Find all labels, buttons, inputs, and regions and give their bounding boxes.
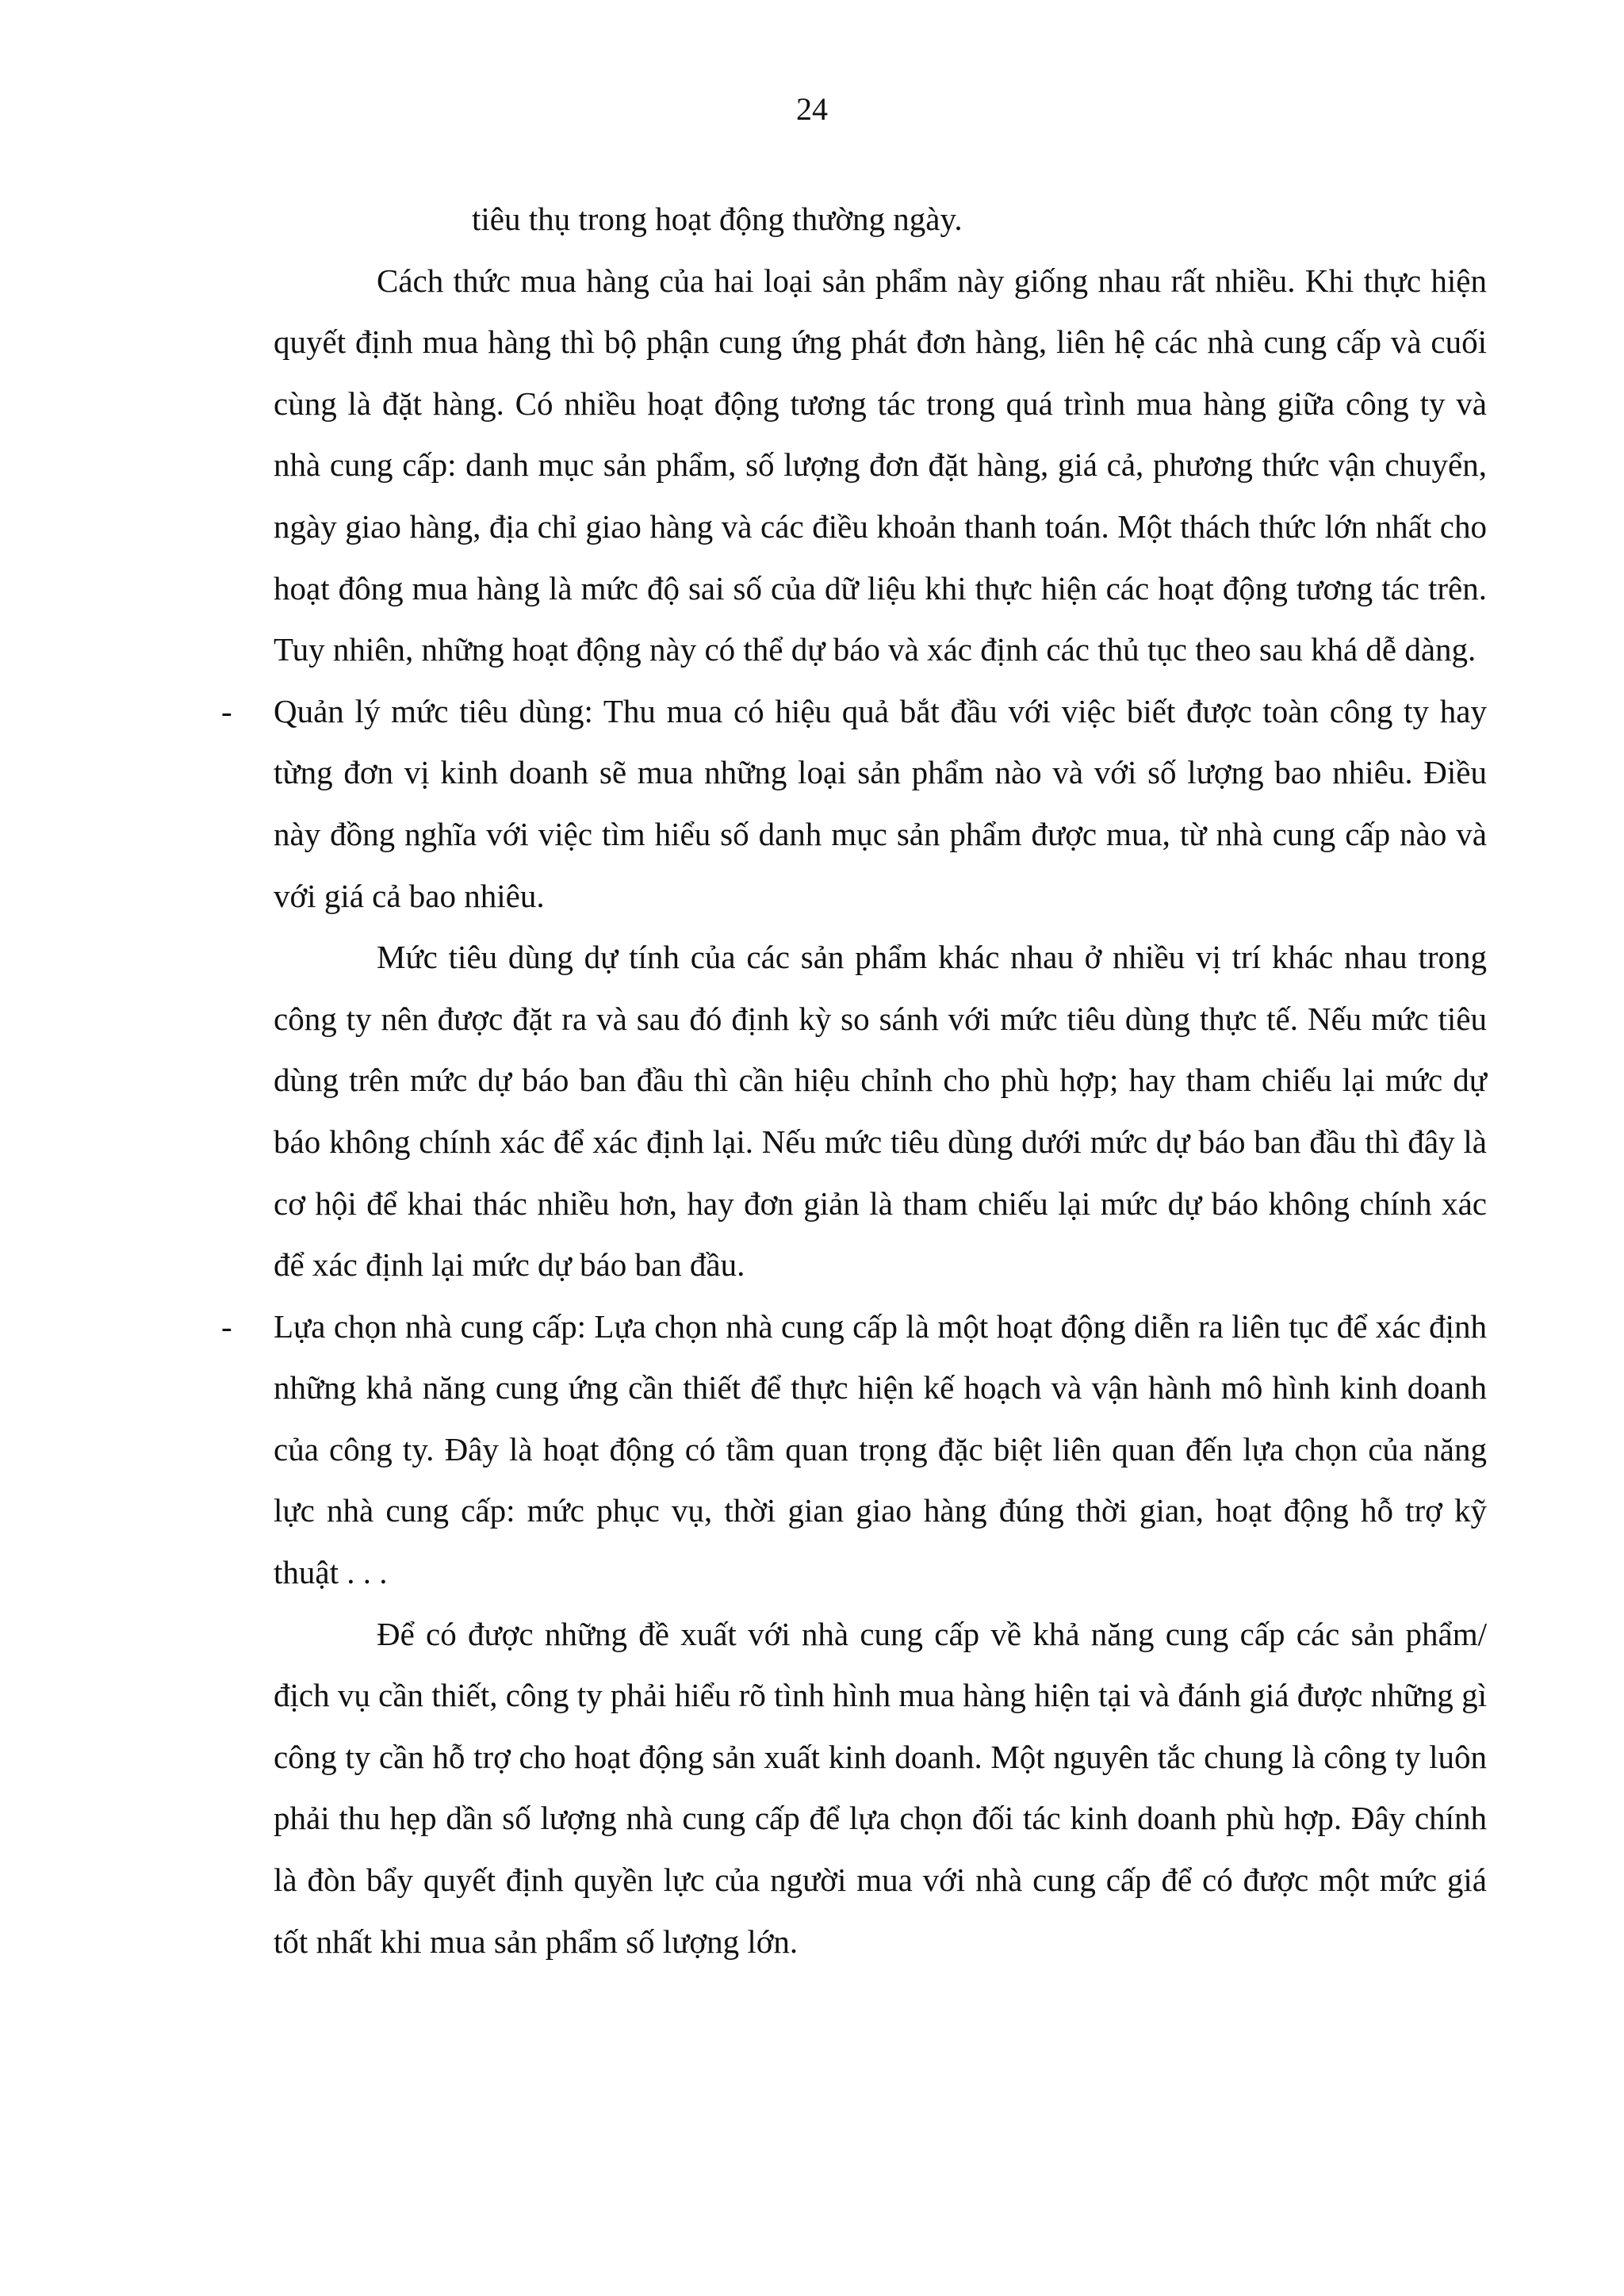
paragraph-supplier-proposals: Để có được những đề xuất với nhà cung cấp về khả năng cung cấp các sản phẩm/địch vụ cần thiết, công ty phải hiểu rõ tình hình mua hàng hiện tại và đánh giá được những gì công ty cần hỗ trợ cho hoạt động sản xuất kinh doanh. Một nguyên tắc chung là công ty luôn phải thu hẹp dần số lượng nhà cung cấp để lựa chọn đối tác kinh doanh phù hợp. Đây chính là đòn bẩy quyết định quyền lực của người mua với nhà cung cấp để có được một mức giá tốt nhất khi mua sản phẩm số lượng lớn. bbox=[274, 1615, 1487, 1960]
bullet-marker: - bbox=[221, 1307, 232, 1345]
bullet-text: Quản lý mức tiêu dùng: Thu mua có hiệu quả bắt đầu với việc biết được toàn công ty hay từng đơn vị kinh doanh sẽ mua những loại sản phẩm nào và với số lượng bao nhiêu. Điều này đồng nghĩa với việc tìm hiểu số danh mục sản phẩm được mua, từ nhà cung cấp nào và với giá cả bao nhiêu. bbox=[274, 692, 1487, 914]
body-text bbox=[221, 189, 1487, 1973]
paragraph-continuation: tiêu thụ trong hoạt động thường ngày. bbox=[472, 201, 963, 237]
paragraph-purchasing-process: Cách thức mua hàng của hai loại sản phẩm này giống nhau rất nhiều. Khi thực hiện quyết định mua hàng thì bộ phận cung ứng phát đơn hàng, liên hệ các nhà cung cấp và cuối cùng là đặt hàng. Có nhiều hoạt động tương tác trong quá trình mua hàng giữa công ty và nhà cung cấp: danh mục sản phẩm, số lượng đơn đặt hàng, giá cả, phương thức vận chuyển, ngày giao hàng, địa chỉ giao hàng và các điều khoản thanh toán. Một thách thức lớn nhất cho hoạt đông mua hàng là mức độ sai số của dữ liệu khi thực hiện các hoạt động tương tác trên. Tuy nhiên, những hoạt động này có thể dự báo và xác định các thủ tục theo sau khá dễ dàng. bbox=[274, 262, 1487, 668]
bullet-text: Lựa chọn nhà cung cấp: Lựa chọn nhà cung cấp là một hoạt động diễn ra liên tục để xác định những khả năng cung ứng cần thiết để thực hiện kế hoạch và vận hành mô hình kinh doanh của công ty. Đây là hoạt động có tầm quan trọng đặc biệt liên quan đến lựa chọn của năng lực nhà cung cấp: mức phục vụ, thời gian giao hàng đúng thời gian, hoạt động hỗ trợ kỹ thuật . . . bbox=[274, 1307, 1487, 1591]
bullet-supplier-selection bbox=[221, 1296, 1487, 1604]
page-number: 24 bbox=[796, 91, 828, 127]
bullet-consumption-management bbox=[221, 681, 1487, 927]
paragraph-consumption-forecast: Mức tiêu dùng dự tính của các sản phẩm khác nhau ở nhiều vị trí khác nhau trong công ty nên được đặt ra và sau đó định kỳ so sánh với mức tiêu dùng thực tế. Nếu mức tiêu dùng trên mức dự báo ban đầu thì cần hiệu chỉnh cho phù hợp; hay tham chiếu lại mức dự báo không chính xác để xác định lại. Nếu mức tiêu dùng dưới mức dự báo ban đầu thì đây là cơ hội để khai thác nhiều hơn, hay đơn giản là tham chiếu lại mức dự báo không chính xác để xác định lại mức dự báo ban đầu. bbox=[274, 939, 1487, 1284]
bullet-marker: - bbox=[221, 692, 232, 729]
